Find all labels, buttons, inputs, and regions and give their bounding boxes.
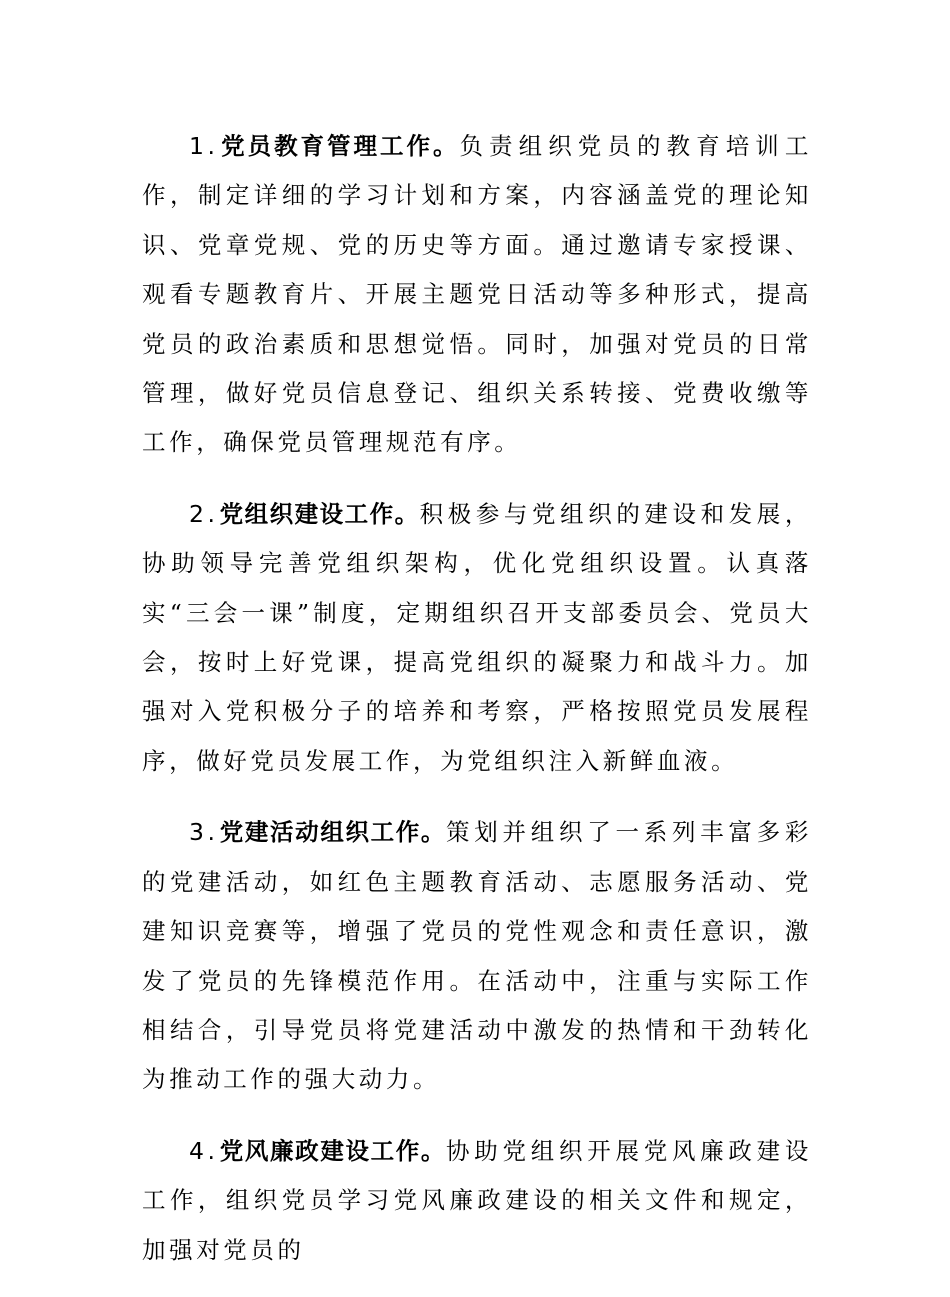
paragraph-heading: 党风廉政建设工作。 xyxy=(218,1136,447,1165)
paragraph-heading: 党员教育管理工作。 xyxy=(218,132,460,160)
paragraph-number: 1. xyxy=(189,132,219,160)
paragraph-party-activities xyxy=(142,808,812,1104)
paragraph-clean-governance xyxy=(142,1127,812,1275)
paragraph-party-member-education xyxy=(142,122,812,468)
paragraph-body: 协助党组织开展党风廉政建设工作，组织党员学习党风廉政建设的相关文件和规定，加强对党员的 xyxy=(142,1136,813,1264)
paragraph-body: 负责组织党员的教育培训工作，制定详细的学习计划和方案，内容涵盖党的理论知识、党章党规、党的历史等方面。通过邀请专家授课、观看专题教育片、开展主题党日活动等多种形式，提高党员的政治素质和思想觉悟。同时，加强对党员的日常管理，做好党员信息登记、组织关系转接、党费收缴等工作，确保党员管理规范有序。 xyxy=(142,132,812,457)
paragraph-heading: 党建活动组织工作。 xyxy=(218,818,447,847)
paragraph-number: 2. xyxy=(189,499,219,528)
paragraph-number: 3. xyxy=(189,818,219,847)
paragraph-body: 策划并组织了一系列丰富多彩的党建活动，如红色主题教育活动、志愿服务活动、党建知识竞赛等，增强了党员的党性观念和责任意识，激发了党员的先锋模范作用。在活动中，注重与实际工作相结合，引导党员将党建活动中激发的热情和干劲转化为推动工作的强大动力。 xyxy=(142,818,813,1094)
paragraph-heading: 党组织建设工作。 xyxy=(218,499,420,528)
document-page xyxy=(142,122,812,1297)
paragraph-body: 积极参与党组织的建设和发展，协助领导完善党组织架构，优化党组织设置。认真落实“三会一课”制度，定期组织召开支部委员会、党员大会，按时上好党课，提高党组织的凝聚力和战斗力。加强对入党积极分子的培养和考察，严格按照党员发展程序，做好党员发展工作，为党组织注入新鲜血液。 xyxy=(142,499,813,775)
paragraph-party-organization-building xyxy=(142,490,812,786)
paragraph-number: 4. xyxy=(189,1136,219,1165)
